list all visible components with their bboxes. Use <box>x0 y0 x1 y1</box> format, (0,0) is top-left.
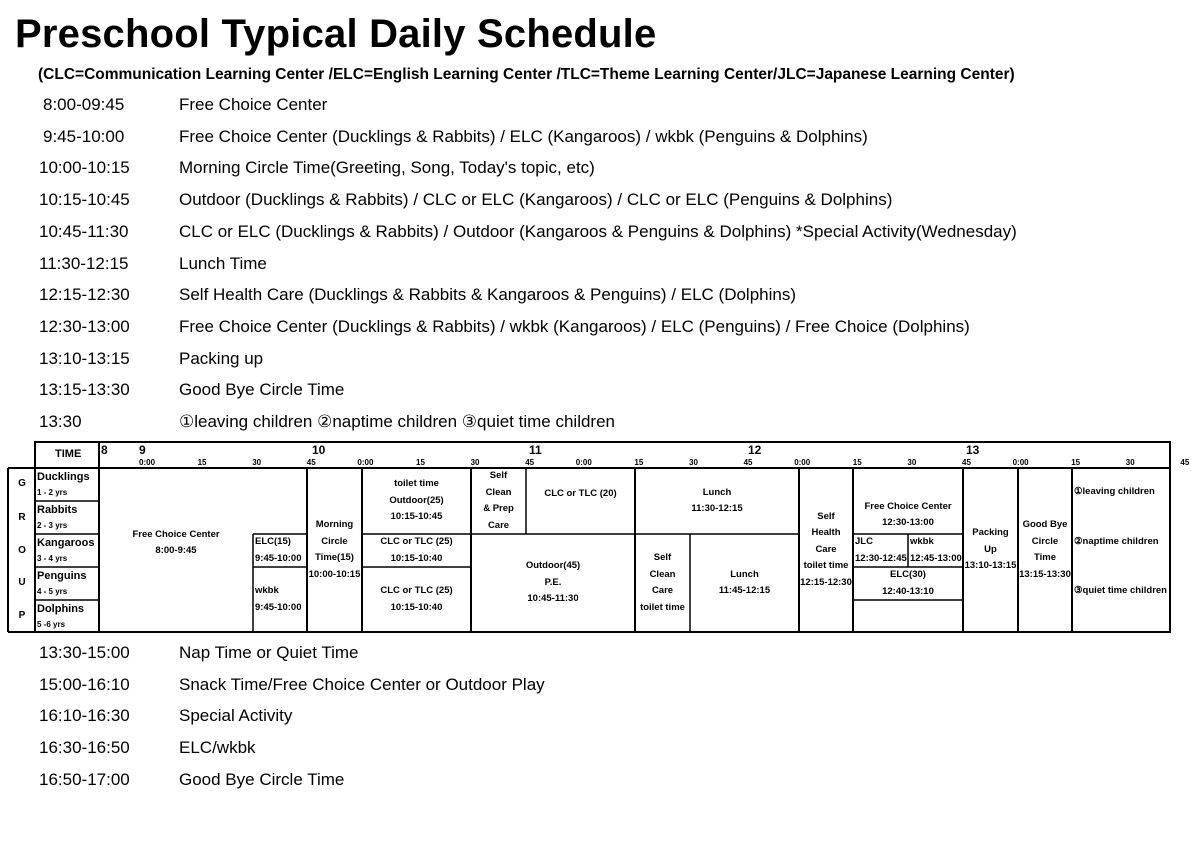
block-toilet-outdoor <box>363 469 470 533</box>
block-line: 12:40-13:10 <box>882 585 934 597</box>
block-free-choice-dr <box>854 497 962 533</box>
schedule-description: Free Choice Center (Ducklings & Rabbits) / wkbk (Kangaroos) / ELC (Penguins) / Free Choice (Dolphins) <box>179 316 970 336</box>
schedule-time: 13:30-15:00 <box>39 643 130 662</box>
hour-label: 11 <box>529 443 542 457</box>
schedule-row <box>0 380 1191 404</box>
minute-label: 30 <box>1125 458 1135 467</box>
schedule-description: Free Choice Center (Ducklings & Rabbits) / ELC (Kangaroos) / wkbk (Penguins & Dolphins) <box>179 126 868 146</box>
group-letter: R <box>18 512 26 523</box>
block-line: 10:15-10:40 <box>390 601 443 613</box>
minute-label: 15 <box>197 458 207 467</box>
block-naptime <box>1073 527 1170 558</box>
block-jlc <box>854 535 908 566</box>
minute-label: 45 <box>962 458 971 467</box>
block-line: 12:45-13:00 <box>910 552 962 564</box>
minute-label: 15 <box>634 458 644 467</box>
minute-label: 15 <box>416 458 425 467</box>
schedule-time: 10:00-10:15 <box>39 158 130 178</box>
block-line: Time(15) <box>315 552 354 563</box>
schedule-row <box>0 158 1191 182</box>
schedule-row <box>0 770 1191 794</box>
block-lunch-dr <box>636 469 798 533</box>
block-line: 10:15-10:45 <box>390 511 443 523</box>
schedule-time: 13:30 <box>39 412 82 431</box>
schedule-description: Morning Circle Time(Greeting, Song, Today's topic, etc) <box>179 158 595 178</box>
block-line: toilet time <box>394 478 439 490</box>
block-line: 11:45-12:15 <box>718 585 771 596</box>
block-line: Free Choice Center <box>132 528 220 540</box>
block-line: Packing <box>972 527 1009 539</box>
hour-label: 13 <box>966 443 980 457</box>
schedule-time: 10:45-11:30 <box>39 221 129 241</box>
block-line: 12:30-13:00 <box>882 517 934 528</box>
page-title: Preschool Typical Daily Schedule <box>15 12 657 56</box>
minute-label: 45 <box>1180 458 1190 467</box>
schedule-time: 16:10-16:30 <box>39 706 130 726</box>
group-age: 5 -6 yrs <box>37 620 66 629</box>
minute-label: 30 <box>689 458 698 467</box>
minute-label: 0:00 <box>794 458 811 467</box>
minute-label: 45 <box>743 458 753 467</box>
block-line: 12:30-12:45 <box>855 552 907 564</box>
minute-label: 30 <box>470 458 480 467</box>
block-elc15 <box>254 535 307 566</box>
schedule-row <box>0 643 1191 667</box>
block-line: Up <box>984 543 997 555</box>
schedule-time: 10:15-10:45 <box>39 190 130 210</box>
schedule-description: Lunch Time <box>179 253 267 273</box>
block-line: & Prep <box>483 503 514 514</box>
block-self-clean-care <box>636 535 689 631</box>
hour-label: 12 <box>748 443 762 457</box>
hour-label: 10 <box>312 443 326 457</box>
block-clc-tlc-20 <box>527 469 634 519</box>
schedule-time: 15:00-16:10 <box>39 674 130 694</box>
block-clc-tlc-pd <box>363 568 470 631</box>
block-line: Circle <box>321 535 348 547</box>
schedule-description: Self Health Care (Ducklings & Rabbits & Kangaroos & Penguins) / ELC (Dolphins) <box>179 285 797 305</box>
block-goodbye <box>1019 469 1071 631</box>
block-line: Care <box>651 585 674 596</box>
time-header-label: TIME <box>55 448 82 460</box>
block-line: Clean <box>485 486 512 498</box>
block-self-health <box>800 469 852 631</box>
block-line: Outdoor(45) <box>525 560 581 572</box>
hour-label: 8 <box>101 443 108 457</box>
block-line: toilet time <box>640 601 685 613</box>
block-line: CLC or TLC (25) <box>380 536 453 547</box>
schedule-row <box>0 285 1191 309</box>
group-age: 4 - 5 yrs <box>37 587 68 596</box>
schedule-row <box>0 317 1191 341</box>
group-name: Rabbits <box>37 504 78 516</box>
block-outdoor-pe <box>472 535 634 631</box>
group-age: 1 - 2 yrs <box>37 488 68 497</box>
block-line: Circle <box>1031 535 1059 547</box>
schedule-description: Packing up <box>179 348 264 368</box>
block-line: Lunch <box>702 486 732 498</box>
block-line: toilet time <box>803 560 849 572</box>
block-free-choice <box>100 469 252 617</box>
minute-label: 0:00 <box>357 458 374 467</box>
minute-label: 30 <box>907 458 917 467</box>
block-quiet <box>1073 576 1170 607</box>
schedule-time: 9:45-10:00 <box>43 126 125 146</box>
schedule-row <box>0 222 1191 246</box>
schedule-description: Special Activity <box>179 706 293 726</box>
minute-label: 15 <box>1071 458 1081 467</box>
schedule-row <box>0 706 1191 730</box>
schedule-row <box>0 127 1191 151</box>
schedule-description: Free Choice Center <box>179 95 328 114</box>
schedule-time: 12:30-13:00 <box>39 316 130 336</box>
block-line: CLC or TLC (20) <box>544 487 617 499</box>
schedule-description: Snack Time/Free Choice Center or Outdoor Play <box>179 674 545 694</box>
group-letter: P <box>18 610 26 621</box>
schedule-time: 8:00-09:45 <box>43 95 125 114</box>
block-line: Time <box>1033 552 1056 563</box>
hour-label: 9 <box>139 443 146 457</box>
block-line: ELC(15) <box>255 536 291 547</box>
schedule-row <box>0 675 1191 699</box>
block-lunch-kpd <box>691 535 798 631</box>
minute-label: 0:00 <box>1012 458 1029 467</box>
block-elc30 <box>854 568 962 599</box>
group-age: 3 - 4 yrs <box>37 554 68 563</box>
block-wkbk-pd <box>254 568 307 631</box>
group-age: 2 - 3 yrs <box>37 521 68 530</box>
schedule-row <box>0 254 1191 278</box>
block-line: ELC(30) <box>890 569 926 580</box>
block-packing <box>964 469 1017 631</box>
minute-label: 0:00 <box>575 458 592 467</box>
block-line: Self <box>817 510 835 522</box>
group-name: Kangaroos <box>37 537 95 549</box>
block-wkbk-k <box>909 535 963 566</box>
schedule-time: 13:10-13:15 <box>39 348 130 368</box>
block-line: Outdoor(25) <box>389 494 444 506</box>
minute-label: 45 <box>525 458 535 467</box>
block-morning-circle <box>308 469 361 631</box>
block-leaving <box>1073 477 1170 508</box>
block-line: Care <box>487 519 510 531</box>
minute-label: 0:00 <box>139 458 156 467</box>
block-line: Self <box>489 470 508 481</box>
block-line: 10:15-10:40 <box>390 552 443 564</box>
schedule-time: 11:30-12:15 <box>39 253 129 273</box>
abbreviation-legend: (CLC=Communication Learning Center /ELC=English Learning Center /TLC=Theme Learning Center/JLC=Japanese Learning Center) <box>38 66 1015 83</box>
block-line: wkbk <box>255 585 279 596</box>
schedule-description: Nap Time or Quiet Time <box>179 643 359 662</box>
block-line: Self <box>653 552 672 563</box>
block-clc-tlc-k <box>363 535 470 566</box>
block-line: 10:00-10:15 <box>308 568 361 580</box>
block-line: Clean <box>649 568 676 580</box>
block-line: Good Bye <box>1022 519 1068 530</box>
block-line: Health <box>811 527 841 539</box>
block-line: 12:15-12:30 <box>800 576 852 588</box>
schedule-row <box>0 738 1191 762</box>
block-line: ③quiet time children <box>1074 585 1167 597</box>
block-line: Care <box>815 543 837 555</box>
block-line: P.E. <box>544 576 562 588</box>
schedule-row <box>0 190 1191 214</box>
block-line: CLC or TLC (25) <box>380 585 453 596</box>
schedule-row <box>0 412 1191 436</box>
group-letter: G <box>18 478 26 489</box>
group-letter: O <box>18 545 26 556</box>
minute-label: 30 <box>252 458 262 467</box>
minute-label: 45 <box>306 458 316 467</box>
schedule-description: Good Bye Circle Time <box>179 769 345 789</box>
schedule-description: CLC or ELC (Ducklings & Rabbits) / Outdoor (Kangaroos & Penguins & Dolphins) *Special Activity(Wednesday) <box>179 221 1017 241</box>
schedule-time: 13:15-13:30 <box>39 380 130 400</box>
schedule-time: 16:50-17:00 <box>39 769 130 789</box>
block-line: 10:45-11:30 <box>527 593 579 605</box>
block-line: JLC <box>855 536 873 547</box>
block-line: Free Choice Center <box>864 500 952 512</box>
block-line: Morning <box>315 519 354 530</box>
group-name: Penguins <box>37 570 87 582</box>
block-line: wkbk <box>910 536 934 547</box>
block-line: 13:15-13:30 <box>1019 568 1071 580</box>
schedule-row <box>0 95 1191 119</box>
block-line: ②naptime children <box>1074 536 1159 548</box>
group-name: Ducklings <box>37 471 90 483</box>
schedule-description: Outdoor (Ducklings & Rabbits) / CLC or ELC (Kangaroos) / CLC or ELC (Penguins & Dolphins) <box>179 190 893 210</box>
block-line: Lunch <box>730 568 759 580</box>
schedule-description: Good Bye Circle Time <box>179 380 345 400</box>
block-line: 9:45-10:00 <box>255 552 302 564</box>
schedule-time: 12:15-12:30 <box>39 285 130 305</box>
block-line: 11:30-12:15 <box>691 503 743 514</box>
block-line: 8:00-9:45 <box>155 545 197 556</box>
schedule-description: ELC/wkbk <box>179 738 256 758</box>
group-letter: U <box>18 577 26 588</box>
minute-label: 15 <box>852 458 862 467</box>
schedule-row <box>0 349 1191 373</box>
block-line: 9:45-10:00 <box>255 601 302 613</box>
schedule-time: 16:30-16:50 <box>39 738 130 758</box>
block-line: ①leaving children <box>1074 486 1155 498</box>
block-self-clean-prep <box>472 469 525 533</box>
schedule-description: ①leaving children ②naptime children ③quiet time children <box>179 412 615 431</box>
group-name: Dolphins <box>37 603 85 615</box>
block-line: 13:10-13:15 <box>964 560 1017 572</box>
